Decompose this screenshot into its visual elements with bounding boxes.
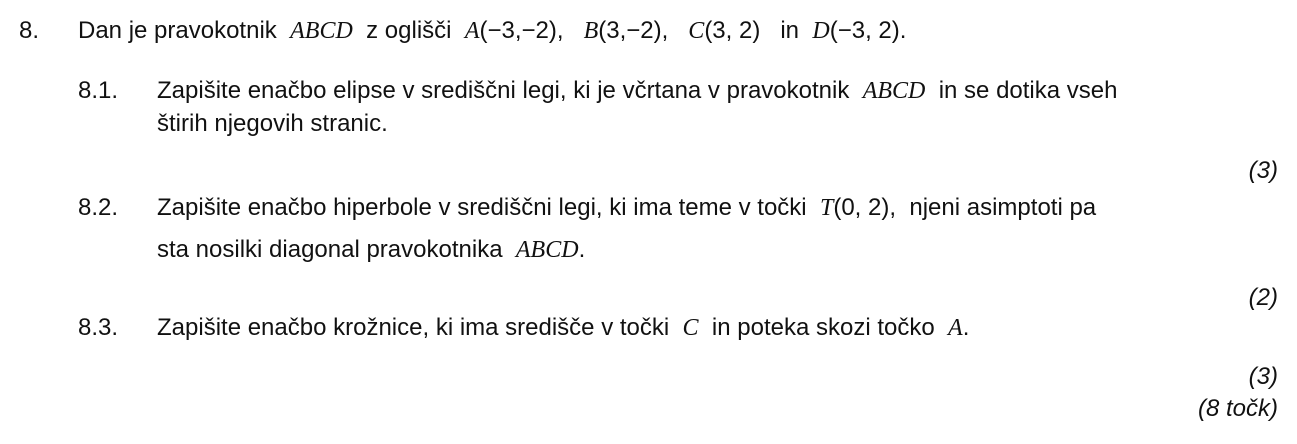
stem-text-in: in xyxy=(780,17,800,44)
part-number-8-2: 8.2. xyxy=(78,194,119,221)
part-8-1-text-1: Zapišite enačbo elipse v središčni legi, ki je včrtana v pravokotnik xyxy=(157,77,850,104)
stem-math-d: D xyxy=(812,18,830,44)
part-8-1-math-abcd: ABCD xyxy=(862,78,926,104)
part-8-2-period: . xyxy=(578,236,586,263)
problem-stem xyxy=(78,16,906,46)
part-number-8-1: 8.1. xyxy=(78,77,119,104)
stem-text-2: z oglišči xyxy=(366,17,452,44)
total-points: (8 točk) xyxy=(1197,395,1278,422)
part-8-2-points: (2) xyxy=(1248,284,1278,311)
part-8-2-line-1 xyxy=(157,193,1096,223)
part-8-3-points: (3) xyxy=(1248,363,1278,390)
stem-math-a: A xyxy=(464,18,480,44)
part-8-1-points: (3) xyxy=(1248,157,1278,184)
part-8-2-text-3: sta nosilki diagonal pravokotnika xyxy=(157,236,503,263)
part-8-2-math-abcd: ABCD xyxy=(515,237,579,263)
stem-math-b: B xyxy=(583,18,599,44)
stem-coord-a: (−3,−2), xyxy=(479,17,564,44)
part-8-3-period: . xyxy=(962,314,970,341)
part-number-8-3: 8.3. xyxy=(78,314,119,341)
part-8-1-line-2: štirih njegovih stranic. xyxy=(157,110,388,137)
part-8-2-text-1: Zapišite enačbo hiperbole v središčni legi, ki ima teme v točki xyxy=(157,194,807,221)
part-8-3-text-2: in poteka skozi točko xyxy=(711,314,935,341)
part-8-1-line-1 xyxy=(157,76,1117,106)
part-8-1-text-2: in se dotika vseh xyxy=(938,77,1118,104)
part-8-3-math-c: C xyxy=(682,315,699,341)
part-8-3-line-1 xyxy=(157,313,969,343)
stem-coord-d: (−3, 2). xyxy=(829,17,907,44)
problem-number: 8. xyxy=(19,17,40,44)
part-8-3-text-1: Zapišite enačbo krožnice, ki ima središče v točki xyxy=(157,314,670,341)
stem-math-c: C xyxy=(688,18,705,44)
part-8-2-math-t: T xyxy=(819,195,834,221)
part-8-2-line-2 xyxy=(157,235,585,265)
stem-coord-c: (3, 2) xyxy=(704,17,761,44)
part-8-3-math-a: A xyxy=(948,315,963,341)
part-8-2-coord-t: (0, 2), xyxy=(833,194,897,221)
stem-coord-b: (3,−2), xyxy=(598,17,669,44)
stem-math-abcd: ABCD xyxy=(290,18,353,44)
stem-text-1: Dan je pravokotnik xyxy=(78,17,277,44)
part-8-2-text-2: njeni asimptoti pa xyxy=(909,194,1097,221)
